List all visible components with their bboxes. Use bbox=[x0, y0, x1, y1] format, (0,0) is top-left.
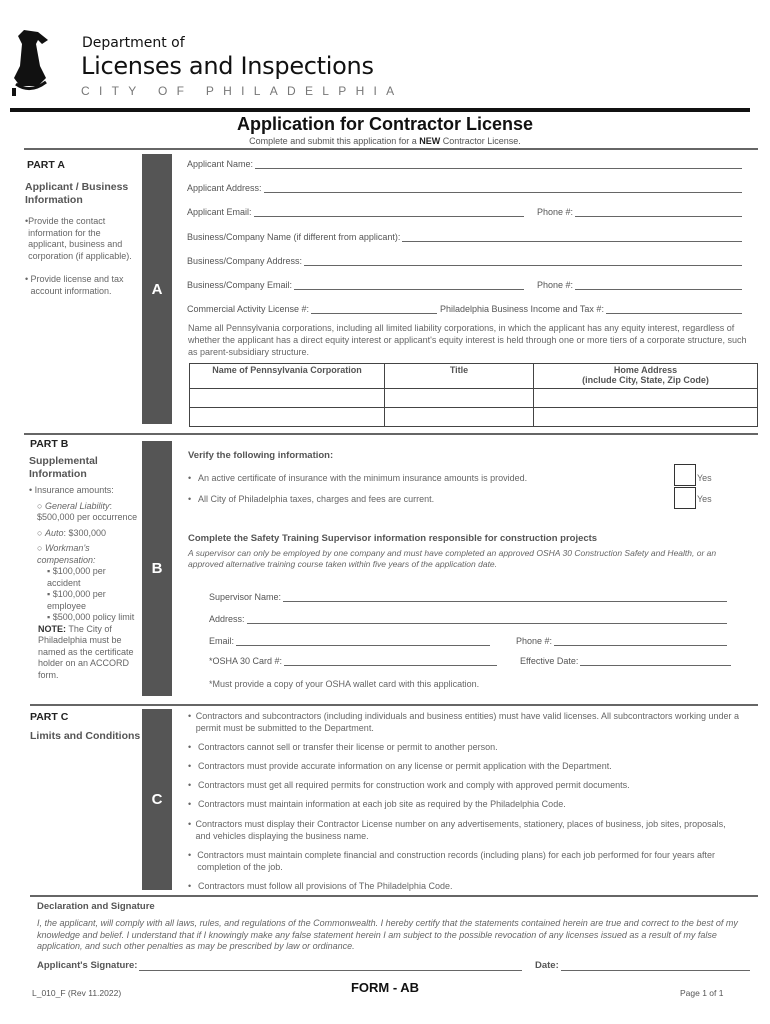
supervisor-phone-field[interactable]: Phone #: bbox=[516, 636, 727, 646]
page-subtitle: Complete and submit this application for a NEW Contractor License. bbox=[249, 136, 521, 146]
condition-item: • Contractors must maintain information at each job site as required by the Philadelphia Code. bbox=[188, 799, 566, 809]
safety-note: A supervisor can only be employed by one company and must have completed an approved OSHA 30 Construction Safety and Health, or an approved alternative training course taken within five years of the application date. bbox=[188, 548, 717, 569]
insurance-notes: • Insurance amounts: ○ General Liability: $500,000 per occurrence ○ Auto: $300,000 ○ Workman's compensation: ▪ $100,000 per accident ▪ $100,000 per employee ▪ $500,000 policy limit NOTE: The City of Philadelphia must be named as the certificate holder on an ACCORD form. bbox=[29, 485, 138, 680]
part-b-heading: Supplemental Information bbox=[29, 455, 98, 480]
condition-item: • Contractors must provide accurate information on any license or permit application with the Department. bbox=[188, 761, 612, 771]
declaration-heading: Declaration and Signature bbox=[37, 901, 155, 912]
business-address-field[interactable]: Business/Company Address: bbox=[187, 256, 742, 266]
header-rule bbox=[10, 108, 750, 112]
divider bbox=[24, 433, 758, 435]
dept-line2: Licenses and Inspections bbox=[81, 52, 374, 80]
verify-item-taxes: • All City of Philadelphia taxes, charges and fees are current. bbox=[188, 494, 435, 504]
divider bbox=[24, 148, 758, 150]
supervisor-address-field[interactable]: Address: bbox=[209, 614, 727, 624]
corporations-table bbox=[189, 363, 758, 427]
applicant-name-field[interactable]: Applicant Name: bbox=[187, 159, 742, 169]
effective-date-field[interactable]: Effective Date: bbox=[520, 656, 731, 666]
col-title: Title bbox=[385, 364, 534, 389]
applicant-email-field[interactable]: Applicant Email: bbox=[187, 207, 524, 217]
part-c-bar: C bbox=[142, 709, 172, 890]
osha-card-field[interactable]: *OSHA 30 Card #: bbox=[209, 656, 497, 666]
form-id: L_010_F (Rev 11.2022) bbox=[32, 988, 122, 998]
applicant-phone-field[interactable]: Phone #: bbox=[537, 207, 742, 217]
condition-item: • Contractors must get all required permits for construction work and comply with approved permit documents. bbox=[188, 780, 630, 790]
insurance-yes-checkbox[interactable] bbox=[674, 464, 696, 486]
condition-item: • Contractors must display their Contractor License number on any advertisements, stationery, places of business, job sites, proposals, and vehicles displaying the business name. bbox=[188, 819, 726, 841]
part-c-heading: Limits and Conditions bbox=[30, 730, 141, 742]
part-b-bar: B bbox=[142, 441, 172, 696]
verify-item-insurance: • An active certificate of insurance with the minimum insurance amounts is provided. bbox=[188, 473, 528, 483]
corporations-paragraph: Name all Pennsylvania corporations, including all limited liability corporations, in which the applicant has any equity interest, regardless of whether the applicant has a direct equity interest or applicant's equity interest is held through one or more tiers of a corporate structure, such as parent-subsidiary structure. bbox=[188, 323, 747, 357]
supervisor-name-field[interactable]: Supervisor Name: bbox=[209, 592, 727, 602]
safety-heading: Complete the Safety Training Supervisor information responsible for construction projects bbox=[188, 533, 598, 544]
osha-note: *Must provide a copy of your OSHA wallet card with this application. bbox=[209, 679, 480, 689]
city-name: CITY OF PHILADELPHIA bbox=[81, 84, 404, 98]
business-name-field[interactable]: Business/Company Name (if different from applicant): bbox=[187, 232, 742, 242]
part-c-label: PART C bbox=[30, 711, 69, 723]
signature-field[interactable]: Applicant's Signature: bbox=[37, 960, 522, 971]
col-corp-name: Name of Pennsylvania Corporation bbox=[190, 364, 385, 389]
applicant-address-field[interactable]: Applicant Address: bbox=[187, 183, 742, 193]
divider bbox=[30, 895, 758, 897]
supervisor-email-field[interactable]: Email: bbox=[209, 636, 490, 646]
condition-item: • Contractors and subcontractors (including individuals and business entities) must have valid licenses. All subcontractors working under a permit must be submitted to the Department. bbox=[188, 711, 740, 733]
part-a-bar: A bbox=[142, 154, 172, 424]
taxes-yes-checkbox[interactable] bbox=[674, 487, 696, 509]
business-phone-field[interactable]: Phone #: bbox=[537, 280, 742, 290]
col-home-address: Home Address (include City, State, Zip Code) bbox=[534, 364, 758, 389]
page-title: Application for Contractor License bbox=[236, 114, 534, 134]
page-number: Page 1 of 1 bbox=[680, 988, 724, 998]
table-row[interactable] bbox=[190, 389, 758, 408]
declaration-text: I, the applicant, will comply with all laws, rules, and regulations of the Commonwealth. I hereby certify that the statements contained herein are true and correct to the best of my knowledge and belief. I understand that if I knowingly make any false statement herein I am subject to the possible revocation of any licenses issued as a result of my false application, and such other penalties as may be prescribed by law or ordinance. bbox=[37, 918, 738, 951]
verify-heading: Verify the following information: bbox=[188, 450, 334, 461]
liberty-bell-logo-icon bbox=[12, 26, 52, 100]
table-header-row bbox=[190, 364, 758, 389]
date-field[interactable]: Date: bbox=[535, 960, 750, 971]
table-row[interactable] bbox=[190, 408, 758, 427]
commercial-license-field[interactable]: Commercial Activity License #: bbox=[187, 304, 437, 314]
part-b-label: PART B bbox=[30, 438, 69, 450]
part-a-label: PART A bbox=[27, 159, 65, 171]
part-a-heading: Applicant / Business Information bbox=[25, 181, 129, 206]
part-a-notes: • Provide the contact information for the applicant, business and corporation (if applicable). • Provide license and tax account information. bbox=[25, 216, 132, 296]
business-email-field[interactable]: Business/Company Email: bbox=[187, 280, 524, 290]
divider bbox=[30, 704, 758, 706]
condition-item: • Contractors must maintain complete financial and construction records (including plans) for each job performed for four years after completion of the job. bbox=[188, 850, 715, 872]
insurance-yes-label: Yes bbox=[697, 473, 712, 483]
tax-number-field[interactable]: Philadelphia Business Income and Tax #: bbox=[440, 304, 742, 314]
dept-line1: Department of bbox=[82, 35, 185, 51]
form-name: FORM - AB bbox=[350, 980, 420, 995]
condition-item: • Contractors cannot sell or transfer their license or permit to another person. bbox=[188, 742, 498, 752]
taxes-yes-label: Yes bbox=[697, 494, 712, 504]
condition-item: • Contractors must follow all provisions of The Philadelphia Code. bbox=[188, 881, 453, 891]
